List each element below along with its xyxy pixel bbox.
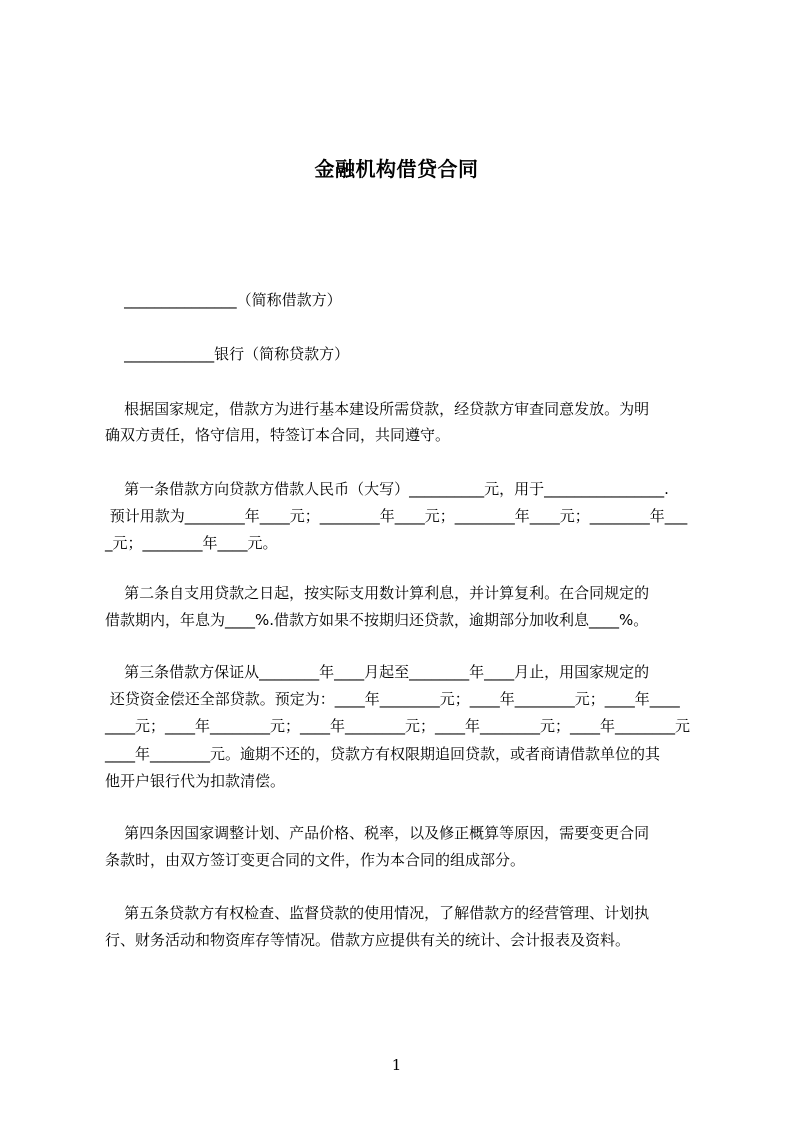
article-4-line-2: 条款时，由双方签订变更合同的文件，作为本合同的组成部分。: [105, 851, 526, 869]
article-1-line-3: _元；________年____元。: [105, 534, 278, 552]
article-3-line-4: ____年________元。逾期不还的，贷款方有权限期追回贷款，或者商请借款单位的其: [105, 745, 661, 763]
article-4-line-1: 第四条因国家调整计划、产品价格、税率，以及修正概算等原因，需要变更合同: [105, 824, 650, 842]
article-2-line-1: 第二条自支用贷款之日起，按实际支用数计算利息，并计算复利。在合同规定的: [105, 584, 650, 602]
lender-line: ____________银行（简称贷款方）: [105, 345, 350, 363]
article-1-line-1: 第一条借款方向贷款方借款人民币（大写）__________元，用于________________.: [105, 480, 669, 498]
preamble-line-2: 确双方责任，恪守信用，特签订本合同，共同遵守。: [105, 426, 451, 444]
article-5-line-1: 第五条贷款方有权检查、监督贷款的使用情况，了解借款方的经营管理、计划执: [105, 904, 650, 922]
article-2-line-2: 借款期内，年息为____%.借款方如果不按期归还贷款，逾期部分加收利息____%。: [105, 611, 649, 629]
article-5-line-2: 行、财务活动和物资库存等情况。借款方应提供有关的统计、会计报表及资料。: [105, 931, 631, 949]
article-3-line-1: 第三条借款方保证从________年____月起至________年____月止，用国家规定的: [105, 663, 650, 681]
page-number: 1: [391, 1056, 402, 1074]
article-3-line-5: 他开户银行代为扣款清偿。: [105, 772, 286, 790]
preamble-line-1: 根据国家规定，借款方为进行基本建设所需贷款，经贷款方审查同意发放。为明: [105, 400, 650, 418]
borrower-line: _______________（简称借款方）: [105, 291, 342, 309]
article-3-line-2: 还贷资金偿还全部贷款。预定为：____年________元；____年________元；____年____: [105, 690, 680, 708]
article-1-line-2: 预计用款为________年____元；________年____元；________年____元；________年___: [105, 507, 688, 525]
page-title: 金融机构借贷合同: [314, 157, 479, 182]
article-3-line-3: ____元；____年________元；____年________元；____年________元；____年________元: [105, 717, 691, 735]
